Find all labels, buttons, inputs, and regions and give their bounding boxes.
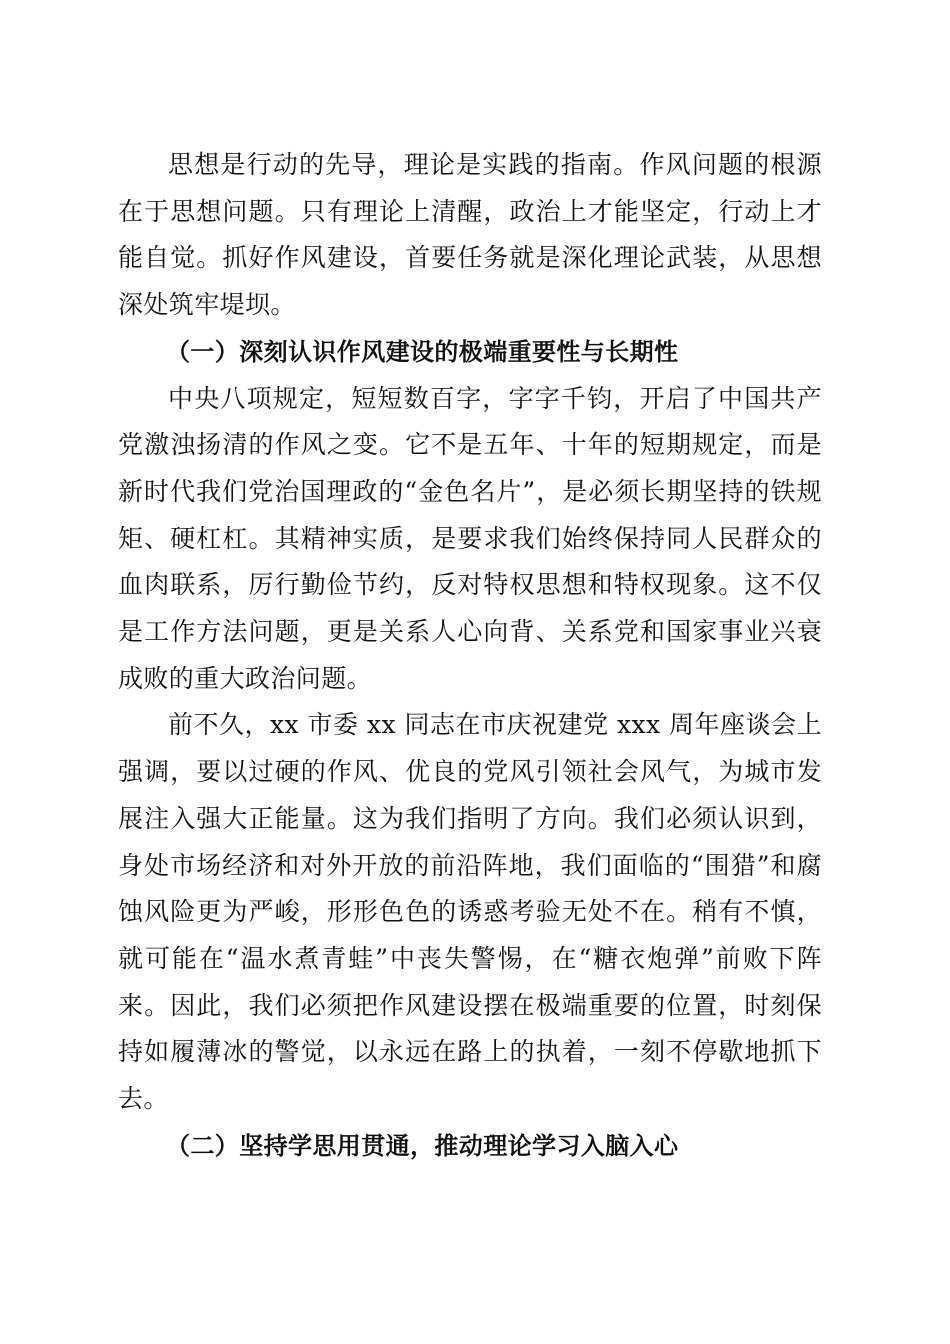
section-heading-2: （二）坚持学思用贯通，推动理论学习入脑入心	[166, 1130, 679, 1160]
paragraph-city-committee: 前不久，xx 市委 xx 同志在市庆祝建党 xxx 周年座谈会上强调，要以过硬的作风、优良的党风引领社会风气，为城市发展注入强大正能量。这为我们指明了方向。我们必须认识到，身处市场经济和对外开放的前沿阵地，我们面临的“围猎”和腐蚀风险更为严峻，形形色色的诱惑考验无处不在。稍有不慎，就可能在“温水煮青蛙”中丧失警惕，在“糖衣炮弹”前败下阵来。因此，我们必须把作风建设摆在极端重要的位置，时刻保持如履薄冰的警觉，以永远在路上的执着，一刻不停歇地抓下去。	[118, 710, 822, 1114]
document-body	[118, 142, 822, 1169]
section-heading-1: （一）深刻认识作风建设的极端重要性与长期性	[166, 336, 679, 366]
paragraph-eight-rules: 中央八项规定，短短数百字，字字千钧，开启了中国共产党激浊扬清的作风之变。它不是五年、十年的短期规定，而是新时代我们党治国理政的“金色名片”，是必须长期坚持的铁规矩、硬杠杠。其精神实质，是要求我们始终保持同人民群众的血肉联系，厉行勤俭节约，反对特权思想和特权现象。这不仅是工作方法问题，更是关系人心向背、关系党和国家事业兴衰成败的重大政治问题。	[118, 383, 822, 693]
paragraph-intro: 思想是行动的先导，理论是实践的指南。作风问题的根源在于思想问题。只有理论上清醒，政治上才能坚定，行动上才能自觉。抓好作风建设，首要任务就是深化理论武装，从思想深处筑牢堤坝。	[118, 150, 822, 320]
